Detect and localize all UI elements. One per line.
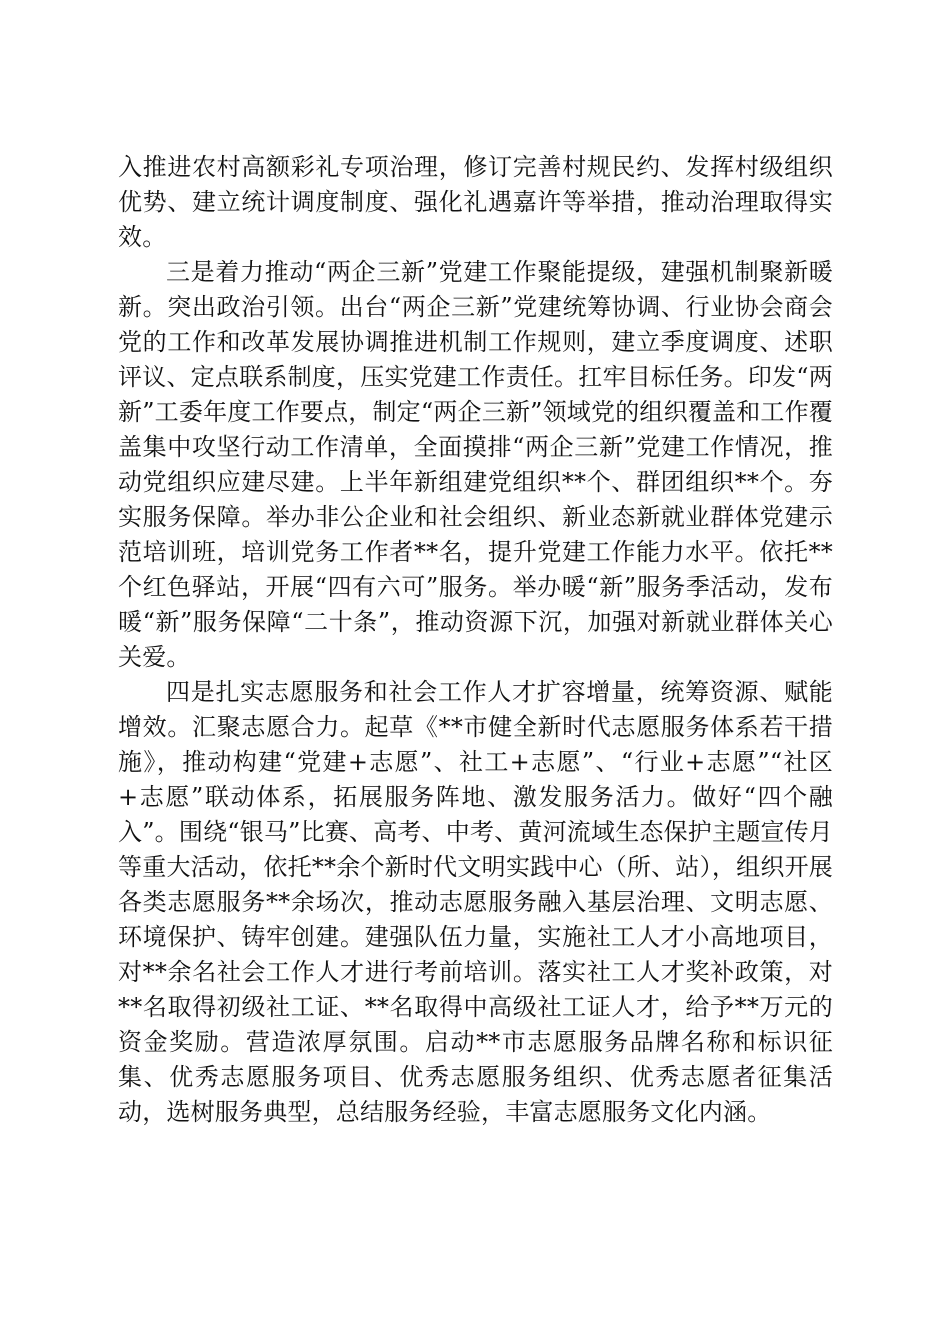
paragraph-section-four: 四是扎实志愿服务和社会工作人才扩容增量，统筹资源、赋能增效。汇聚志愿合力。起草《**市健全新时代志愿服务体系若干措施》，推动构建“党建+志愿”、社工+志愿”、“行业+志愿”“社区+志愿”联动体系，拓展服务阵地、激发服务活力。做好“四个融入”。围绕“银马”比赛、高考、中考、黄河流域生态保护主题宣传月等重大活动，依托**余个新时代文明实践中心（所、站），组织开展各类志愿服务**余场次，推动志愿服务融入基层治理、文明志愿、环境保护、铸牢创建。建强队伍力量，实施社工人才小高地项目，对**余名社会工作人才进行考前培训。落实社工人才奖补政策，对**名取得初级社工证、**名取得中高级社工证人才，给予**万元的资金奖励。营造浓厚氛围。启动**市志愿服务品牌名称和标识征集、优秀志愿服务项目、优秀志愿服务组织、优秀志愿者征集活动，选树服务典型，总结服务经验，丰富志愿服务文化内涵。 xyxy=(118,678,834,1126)
document-page xyxy=(118,150,833,1130)
paragraph-section-three: 三是着力推动“两企三新”党建工作聚能提级，建强机制聚新暖新。突出政治引领。出台“两企三新”党建统筹协调、行业协会商会党的工作和改革发展协调推进机制工作规则，建立季度调度、述职评议、定点联系制度，压实党建工作责任。扛牢目标任务。印发“两新”工委年度工作要点，制定“两企三新”领域党的组织覆盖和工作覆盖集中攻坚行动工作清单，全面摸排“两企三新”党建工作情况，推动党组织应建尽建。上半年新组建党组织**个、群团组织**个。夯实服务保障。举办非公企业和社会组织、新业态新就业群体党建示范培训班，培训党务工作者**名，提升党建工作能力水平。依托**个红色驿站，开展“四有六可”服务。举办暖“新”服务季活动，发布暖“新”服务保障“二十条”，推动资源下沉，加强对新就业群体关心关爱。 xyxy=(118,258,834,671)
paragraph-continuation: 入推进农村高额彩礼专项治理，修订完善村规民约、发挥村级组织优势、建立统计调度制度、强化礼遇嘉许等举措，推动治理取得实效。 xyxy=(118,153,833,251)
